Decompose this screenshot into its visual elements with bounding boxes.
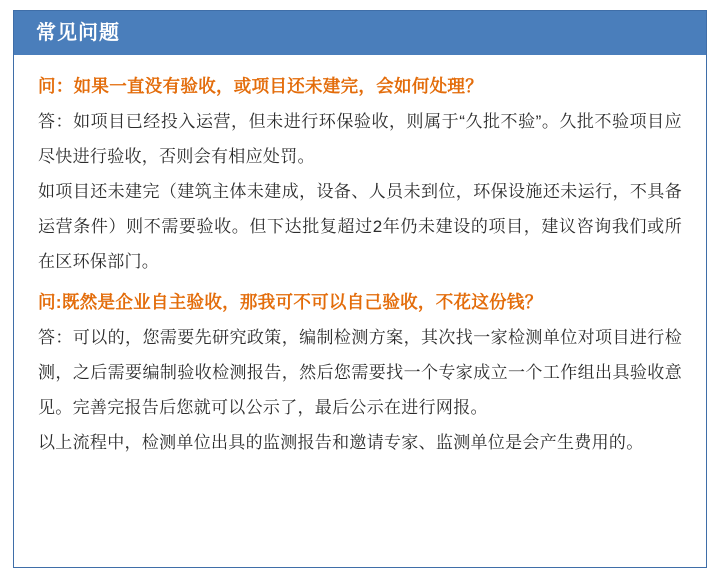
faq-question-1: 问：如果一直没有验收，或项目还未建完，会如何处理？: [38, 76, 483, 96]
faq-body: [14, 55, 706, 567]
faq-answer-2-para-2: 以上流程中，检测单位出具的监测报告和邀请专家、监测单位是会产生费用的。: [38, 433, 644, 452]
faq-header-title: 常见问题: [14, 11, 706, 55]
faq-answer-2-para-1: 答：可以的，您需要先研究政策，编制检测方案，其次找一家检测单位对项目进行检测，之后需要编制验收检测报告，然后您需要找一个专家成立一个工作组出具验收意见。完善完报告后您就可以公示了，最后公示在进行网报。: [38, 328, 682, 418]
faq-answer-1-para-1: 答：如项目已经投入运营，但未进行环保验收，则属于“久批不验”。久批不验项目应尽快进行验收，否则会有相应处罚。: [38, 112, 682, 166]
faq-question-2: 问:既然是企业自主验收，那我可不可以自己验收，不花这份钱？: [38, 292, 543, 313]
faq-card: [13, 10, 707, 568]
faq-answer-1-para-2: 如项目还未建完（建筑主体未建成，设备、人员未到位，环保设施还未运行，不具备运营条件）则不需要验收。但下达批复超过2年仍未建设的项目，建议咨询我们或所在区环保部门。: [38, 181, 682, 271]
